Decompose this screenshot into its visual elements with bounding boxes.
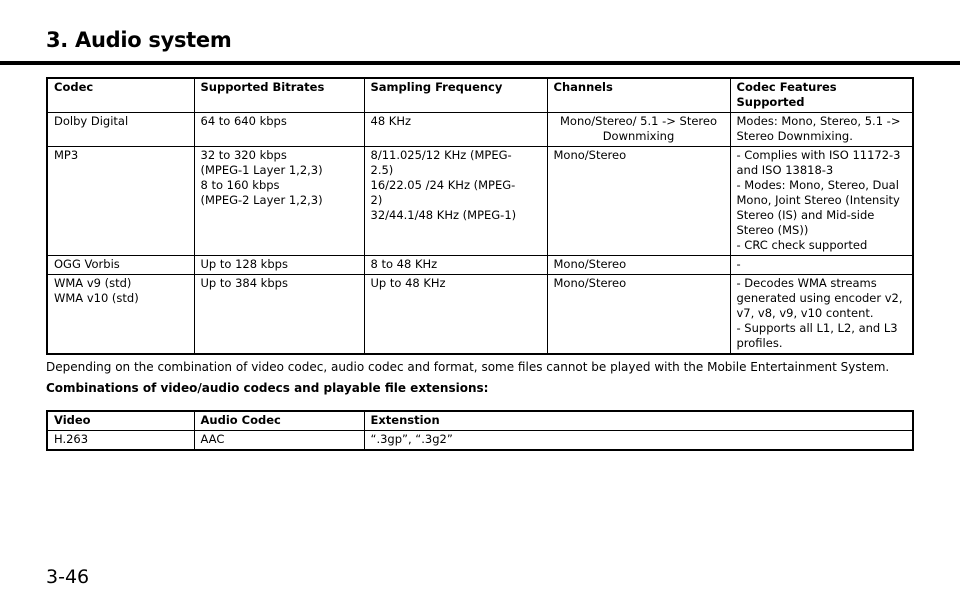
table-row [47,256,913,275]
table-cell: Mono/Stereo [547,147,730,256]
table-cell: AAC [194,431,364,451]
table-header-row [47,78,913,113]
table-cell: OGG Vorbis [47,256,194,275]
table-cell: 48 KHz [364,113,547,147]
table-row [47,275,913,355]
table-cell: Mono/Stereo [547,256,730,275]
table-row [47,431,913,451]
table-cell: 32 to 320 kbps (MPEG-1 Layer 1,2,3) 8 to 160 kbps (MPEG-2 Layer 1,2,3) [194,147,364,256]
table-cell: Mono/Stereo/ 5.1 -> Stereo Downmixing [547,113,730,147]
page-title: 3. Audio system [46,28,232,52]
column-header: Codec [47,78,194,113]
table-row [47,147,913,256]
table-cell: H.263 [47,431,194,451]
column-header: Video [47,411,194,431]
codec-table [46,77,914,355]
table-cell: - [730,256,913,275]
column-header: Audio Codec [194,411,364,431]
table-cell: Mono/Stereo [547,275,730,355]
table-cell: Up to 384 kbps [194,275,364,355]
table-cell: Dolby Digital [47,113,194,147]
table-cell: 64 to 640 kbps [194,113,364,147]
table-cell: Up to 128 kbps [194,256,364,275]
column-header: Codec Features Supported [730,78,913,113]
column-header: Sampling Frequency [364,78,547,113]
table-cell: - Decodes WMA streams generated using encoder v2, v7, v8, v9, v10 content. - Supports all L1, L2, and L3 profiles. [730,275,913,355]
table-cell: MP3 [47,147,194,256]
table-cell: 8/11.025/12 KHz (MPEG- 2.5) 16/22.05 /24 KHz (MPEG- 2) 32/44.1/48 KHz (MPEG-1) [364,147,547,256]
compatibility-note: Depending on the combination of video codec, audio codec and format, some files cannot be played with the Mobile Entertainment System. [46,360,890,374]
header-rule [0,61,960,65]
combinations-table [46,410,914,451]
table-cell: WMA v9 (std) WMA v10 (std) [47,275,194,355]
column-header: Channels [547,78,730,113]
table-cell: Up to 48 KHz [364,275,547,355]
column-header: Supported Bitrates [194,78,364,113]
page-number: 3-46 [46,566,90,588]
table-cell: 8 to 48 KHz [364,256,547,275]
table-cell: - Complies with ISO 11172-3 and ISO 13818-3 - Modes: Mono, Stereo, Dual Mono, Joint Stereo (Intensity Stereo (IS) and Mid-side Stereo (MS)) - CRC check supported [730,147,913,256]
table-row [47,113,913,147]
combinations-heading: Combinations of video/audio codecs and playable file extensions: [46,381,489,395]
table-header-row [47,411,913,431]
column-header: Extenstion [364,411,913,431]
table-cell: “.3gp”, “.3g2” [364,431,913,451]
table-cell: Modes: Mono, Stereo, 5.1 -> Stereo Downmixing. [730,113,913,147]
